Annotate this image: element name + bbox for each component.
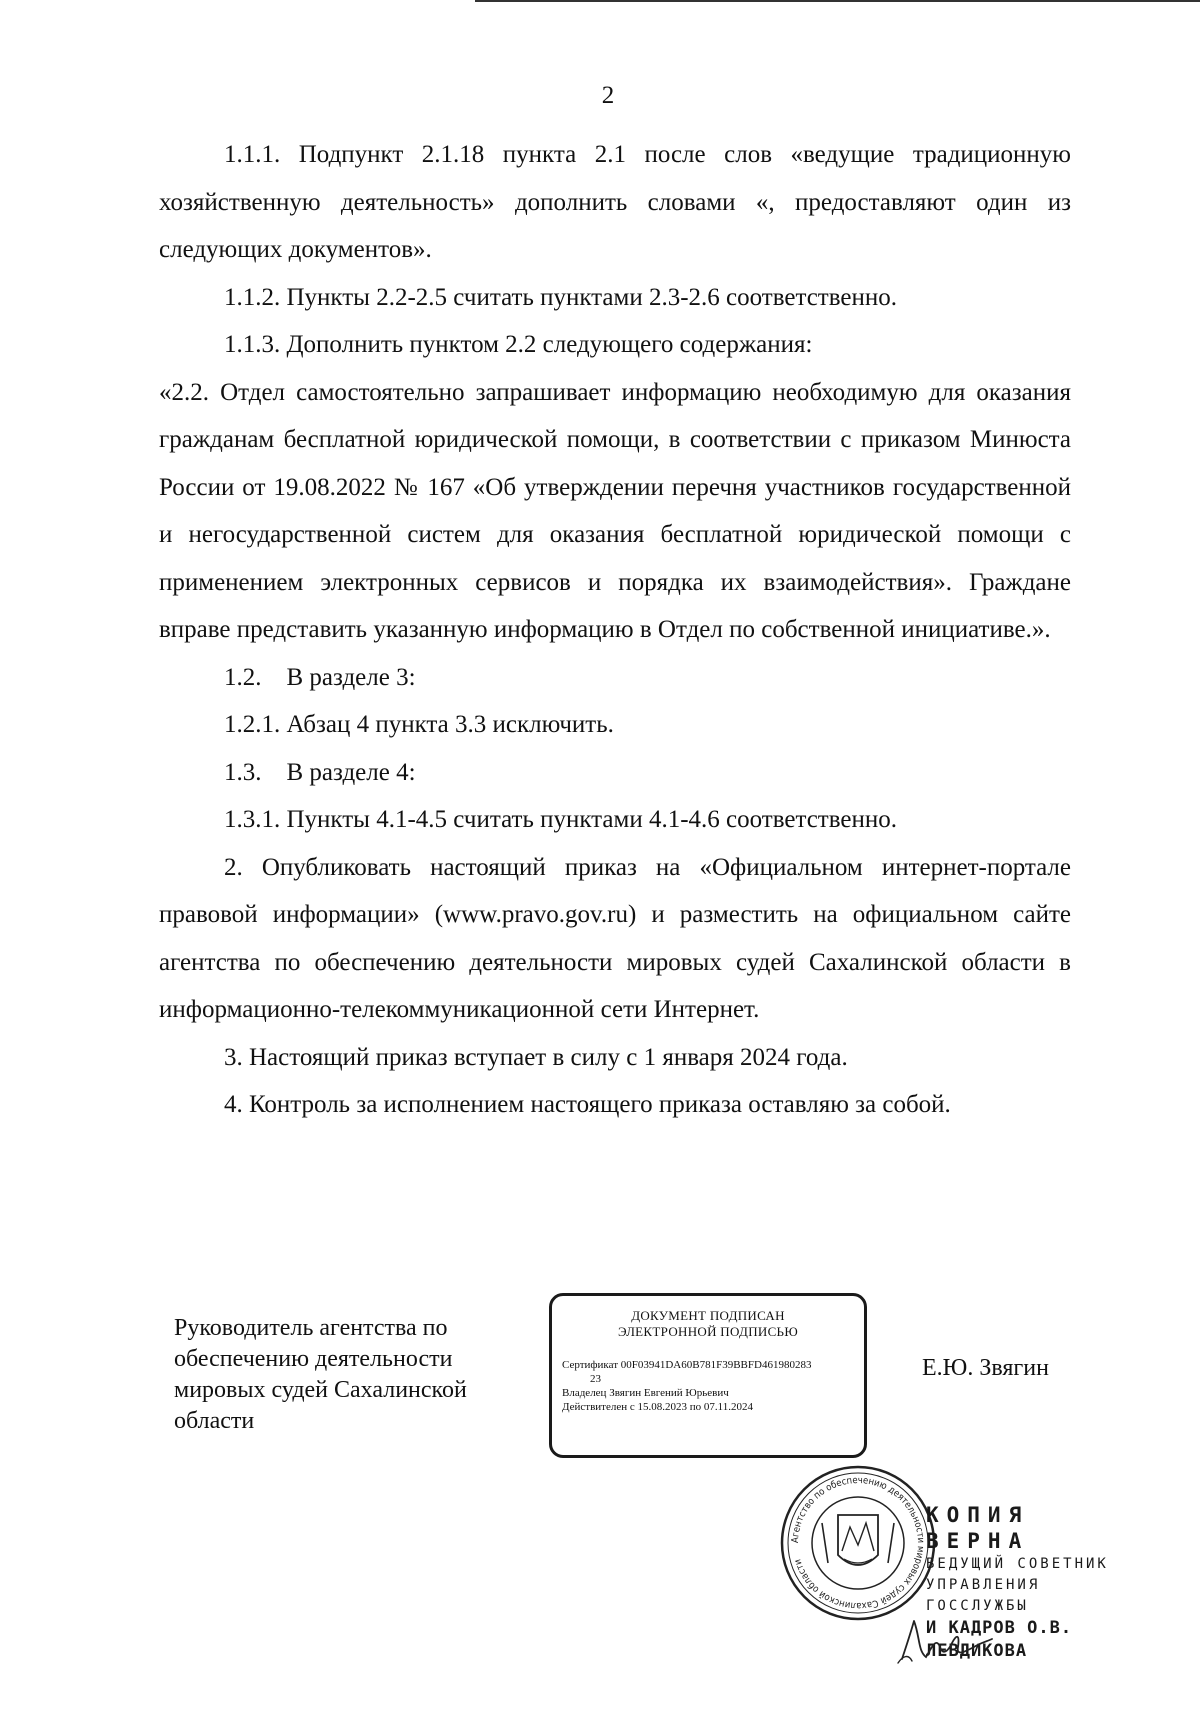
ecp-validity: Действителен с 15.08.2023 по 07.11.2024 [562,1401,753,1413]
handwritten-signature [896,1607,996,1667]
paragraph-1-3-1: 1.3.1. Пункты 4.1-4.5 считать пунктами 4.1-4.6 соответственно. [224,806,897,833]
paragraph-2: 2. Опубликовать настоящий приказ на «Официальном интернет-портале правовой информации» (www.pravo.gov.ru) и разместить на официальном сайте агентства по обеспечению деятельности мировых судей Сахалинской области в информационно-телекоммуникационной сети Интернет. [159,853,1071,1023]
paragraph-1-3: 1.3. В разделе 4: [224,758,416,786]
signatory-position-line: области [174,1408,255,1434]
ecp-title-line: ЭЛЕКТРОННОЙ ПОДПИСЬЮ [618,1324,798,1339]
coat-of-arms-icon [822,1515,894,1565]
signatory-position-line: Руководитель агентства по [174,1315,448,1341]
ecp-certificate-tail: 23 [590,1373,601,1385]
copy-stamp-line: И КАДРОВ О.В. ЛЕВДИКОВА [926,1618,1073,1661]
page-number: 2 [601,82,615,109]
signatory-position-line: обеспечению деятельности [174,1346,453,1372]
document-body [159,131,1071,1129]
official-seal [778,1463,938,1623]
signatory-position-line: мировых судей Сахалинской [174,1377,467,1403]
ecp-certificate: Сертификат 00F03941DA60B781F39BBFD461980283 [562,1359,812,1371]
paragraph-1-2: 1.2. В разделе 3: [224,663,416,691]
seal-ring-text: Агентство по обеспечению деятельности мировых судей Сахалинской области [789,1474,927,1612]
copy-stamp-line: УПРАВЛЕНИЯ ГОССЛУЖБЫ [926,1577,1041,1614]
ecp-title-line: ДОКУМЕНТ ПОДПИСАН [631,1308,785,1323]
top-edge-line [475,0,1200,2]
paragraph-4: 4. Контроль за исполнением настоящего приказа оставляю за собой. [224,1091,951,1118]
electronic-signature-stamp [549,1293,867,1458]
paragraph-1-2-1: 1.2.1. Абзац 4 пункта 3.3 исключить. [224,711,614,738]
ecp-owner: Владелец Звягин Евгений Юрьевич [562,1387,729,1399]
paragraph-1-1-2: 1.1.2. Пункты 2.2-2.5 считать пунктами 2.3-2.6 соответственно. [224,283,897,311]
paragraph-1-1-3: 1.1.3. Дополнить пунктом 2.2 следующего содержания: [224,331,813,358]
copy-stamp-line: ВЕДУЩИЙ СОВЕТНИК [926,1556,1109,1572]
signatory-position [174,1313,524,1437]
paragraph-1-1-1: 1.1.1. Подпункт 2.1.18 пункта 2.1 после слов «ведущие традиционную хозяйственную деятельность» дополнить словами «, предоставляют один из следующих документов». [159,141,1071,263]
paragraph-3: 3. Настоящий приказ вступает в силу с 1 января 2024 года. [224,1043,848,1071]
signatory-name: Е.Ю. Звягин [922,1355,1049,1381]
copy-stamp-title: КОПИЯ ВЕРНА [926,1503,1030,1553]
paragraph-quote-2-2: «2.2. Отдел самостоятельно запрашивает информацию необходимую для оказания гражданам бесплатной юридической помощи, в соответствии с приказом Минюста России от 19.08.2022 № 167 «Об утверждении перечня участников государственной и негосударственной систем для оказания бесплатной юридической помощи с применением электронных сервисов и порядка их взаимодействия». Граждане вправе представить указанную информацию в Отдел по собственной инициативе.». [159,378,1071,643]
